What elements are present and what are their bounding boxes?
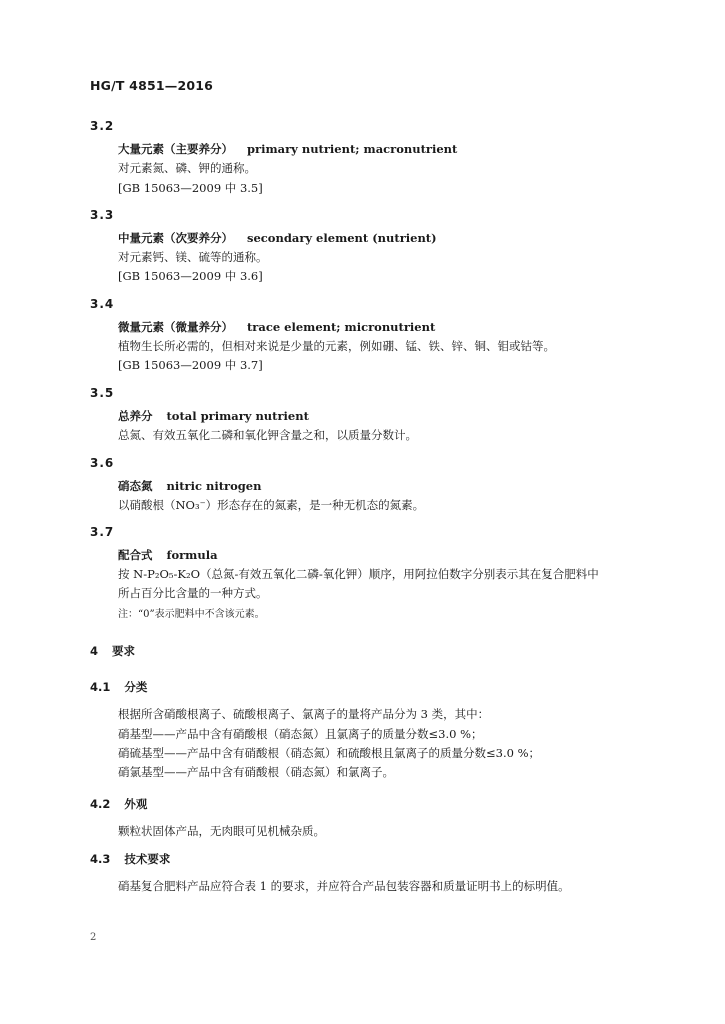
subsection-number: 4.2 xyxy=(90,797,111,811)
term-zh: 大量元素（主要养分） xyxy=(118,142,233,156)
term-number: 3.3 xyxy=(90,208,115,222)
term-number: 3.4 xyxy=(90,297,115,311)
standard-number: HG/T 4851—2016 xyxy=(90,78,214,93)
term-number: 3.7 xyxy=(90,525,115,539)
paragraph: 硝硫基型——产品中含有硝酸根（硝态氮）和硫酸根且氯离子的质量分数≤3.0 %； xyxy=(118,746,541,760)
paragraph: 颗粒状固体产品，无肉眼可见机械杂质。 xyxy=(118,824,325,838)
term-source: [GB 15063—2009 中 3.6] xyxy=(118,269,263,283)
section-title: 要求 xyxy=(112,644,136,658)
term-source: [GB 15063—2009 中 3.5] xyxy=(118,181,263,195)
term-title xyxy=(118,141,457,157)
paragraph: 硝氯基型——产品中含有硝酸根（硝态氮）和氯离子。 xyxy=(118,765,394,779)
subsection-heading xyxy=(90,679,147,695)
term-definition: 以硝酸根（NO₃⁻）形态存在的氮素，是一种无机态的氮素。 xyxy=(118,498,425,512)
term-definition: 对元素氮、磷、钾的通称。 xyxy=(118,161,256,175)
term-zh: 硝态氮 xyxy=(118,479,153,493)
term-title xyxy=(118,547,218,563)
term-number: 3.5 xyxy=(90,386,115,400)
term-zh: 微量元素（微量养分） xyxy=(118,320,233,334)
term-zh: 配合式 xyxy=(118,548,153,562)
term-definition: 总氮、有效五氧化二磷和氧化钾含量之和，以质量分数计。 xyxy=(118,428,417,442)
term-definition-cont: 所占百分比含量的一种方式。 xyxy=(118,586,268,600)
term-definition: 植物生长所必需的，但相对来说是少量的元素，例如硼、锰、铁、锌、铜、钼或钴等。 xyxy=(118,339,555,353)
subsection-title: 技术要求 xyxy=(124,852,171,866)
term-zh: 总养分 xyxy=(118,409,153,423)
subsection-number: 4.1 xyxy=(90,680,111,694)
paragraph: 根据所含硝酸根离子、硫酸根离子、氯离子的量将产品分为 3 类，其中： xyxy=(118,707,490,721)
term-definition: 对元素钙、镁、硫等的通称。 xyxy=(118,250,268,264)
term-en: primary nutrient; macronutrient xyxy=(247,142,458,156)
term-number: 3.6 xyxy=(90,456,115,470)
term-en: secondary element (nutrient) xyxy=(247,231,437,245)
subsection-heading xyxy=(90,851,170,867)
term-en: formula xyxy=(166,548,218,562)
subsection-title: 外观 xyxy=(124,797,148,811)
term-definition: 按 N-P₂O₅-K₂O（总氮-有效五氧化二磷-氧化钾）顺序，用阿拉伯数字分别表示其在复合肥料中 xyxy=(118,567,599,581)
paragraph: 硝基型——产品中含有硝酸根（硝态氮）且氯离子的质量分数≤3.0 %； xyxy=(118,727,483,741)
subsection-number: 4.3 xyxy=(90,852,111,866)
term-en: total primary nutrient xyxy=(166,409,309,423)
paragraph: 硝基复合肥料产品应符合表 1 的要求，并应符合产品包装容器和质量证明书上的标明值。 xyxy=(118,879,570,893)
section-heading xyxy=(90,643,135,659)
term-source: [GB 15063—2009 中 3.7] xyxy=(118,358,263,372)
term-title xyxy=(118,230,437,246)
subsection-heading xyxy=(90,796,147,812)
term-note: 注：“0”表示肥料中不含该元素。 xyxy=(118,609,265,620)
term-title xyxy=(118,478,261,494)
term-zh: 中量元素（次要养分） xyxy=(118,231,233,245)
term-en: trace element; micronutrient xyxy=(247,320,436,334)
term-title xyxy=(118,408,309,424)
term-title xyxy=(118,319,435,335)
term-en: nitric nitrogen xyxy=(166,479,262,493)
subsection-title: 分类 xyxy=(124,680,148,694)
section-number: 4 xyxy=(90,644,99,658)
page-number: 2 xyxy=(90,932,97,943)
term-number: 3.2 xyxy=(90,119,115,133)
